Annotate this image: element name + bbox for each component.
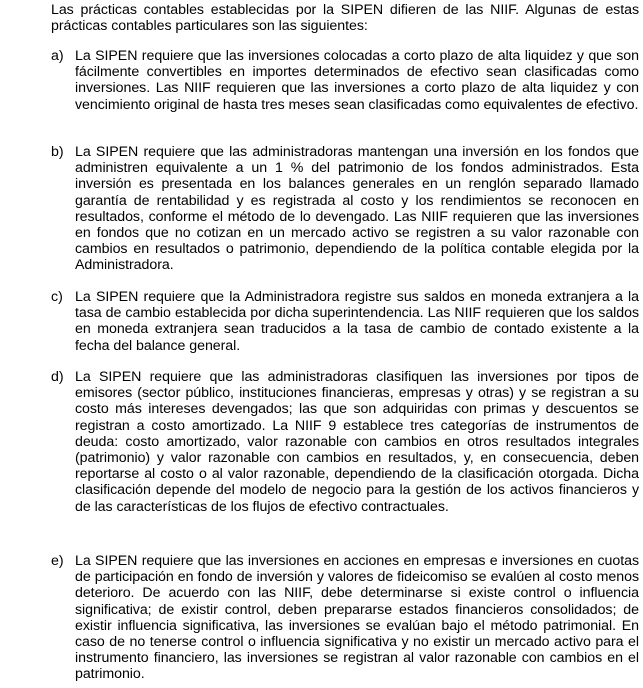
list-item-e [51, 553, 639, 683]
list-item-letter: d) [51, 369, 64, 385]
list-item-letter: e) [51, 553, 64, 569]
list-item-b [51, 144, 639, 274]
list-item-d [51, 369, 639, 515]
list-item-letter: a) [51, 48, 64, 64]
list-item-text: La SIPEN requiere que la Administradora registre sus saldos en moneda extranjera a la tasa de cambio establecida por dicha superintendencia. Las NIIF requieren que los saldos en moneda extranjera sean traducidos a la tasa de cambio de contado existente a la fecha del balance general. [75, 289, 639, 354]
list-item-text: La SIPEN requiere que las inversiones en acciones en empresas e inversiones en cuotas de participación en fondo de inversión y valores de fideicomiso se evalúen al costo menos deterioro. De acuerdo con las NIIF, debe determinarse si existe control o influencia significativa; de existir control, deben prepararse estados financieros consolidados; de existir influencia significativa, las inversiones se evalúan bajo el método patrimonial. En caso de no tenerse control o influencia significativa y no existir un mercado activo para el instrumento financiero, las inversiones se registran al valor razonable con cambios en el patrimonio. [75, 553, 639, 683]
list-item-text: La SIPEN requiere que las administradoras clasifiquen las inversiones por tipos de emisores (sector público, instituciones financieras, empresas y otras) y se registran a su costo más intereses devengados; las que son adquiridas con primas y descuentos se registran a costo amortizado. La NIIF 9 establece tres categorías de instrumentos de deuda: costo amortizado, valor razonable con cambios en otros resultados integrales (patrimonio) y valor razonable con cambios en resultados, y, en consecuencia, deben reportarse al costo o al valor razonable, dependiendo de la clasificación otorgada. Dicha clasificación depende del modelo de negocio para la gestión de los activos financieros y de las características de los flujos de efectivo contractuales. [75, 369, 639, 515]
list-item-a [51, 48, 639, 113]
list-item-text: La SIPEN requiere que las inversiones colocadas a corto plazo de alta liquidez y que son fácilmente convertibles en importes determinados de efectivo sean clasificadas como inversiones. Las NIIF requieren que las inversiones a corto plazo de alta liquidez y con vencimiento original de hasta tres meses sean clasificadas como equivalentes de efectivo. [75, 48, 639, 113]
list-item-letter: c) [51, 289, 63, 305]
list-item-text: La SIPEN requiere que las administradoras mantengan una inversión en los fondos que administren equivalente a un 1 % del patrimonio de los fondos administrados. Esta inversión es presentada en los balances generales en un renglón separado llamado garantía de rentabilidad y es registrada al costo y los rendimientos se reconocen en resultados, conforme el método de lo devengado. Las NIIF requieren que las inversiones en fondos que no cotizan en un mercado activo se registren a su valor razonable con cambios en resultados o patrimonio, dependiendo de la política contable elegida por la Administradora. [75, 144, 639, 274]
intro-paragraph: Las prácticas contables establecidas por la SIPEN difieren de las NIIF. Algunas de estas prácticas contables particulares son las siguientes: [51, 2, 639, 35]
list-item-c [51, 289, 639, 354]
list-item-letter: b) [51, 144, 64, 160]
